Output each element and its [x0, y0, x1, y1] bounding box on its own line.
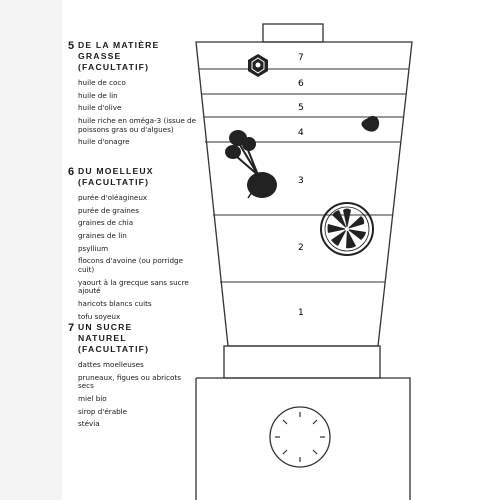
blender-lid-cap	[263, 24, 323, 42]
blender-collar	[224, 346, 380, 378]
section-number: 6	[68, 166, 75, 178]
level-label: 6	[298, 79, 304, 89]
level-lines	[199, 69, 409, 282]
list-item: huile de coco	[78, 78, 126, 87]
list-item: purée de graines	[78, 205, 139, 215]
list-item: dattes moelleuses	[78, 360, 144, 369]
list-item: huile d'onagre	[78, 137, 130, 147]
list-item: yaourt à la grecque sans sucre ajouté	[78, 277, 189, 296]
nut-icon	[361, 116, 379, 132]
section-number: 5	[68, 40, 75, 52]
beet-icon	[225, 130, 277, 198]
level-label: 5	[298, 103, 304, 113]
list-item: flocons d'avoine (ou porridge cuit)	[78, 256, 184, 274]
level-label: 4	[298, 128, 304, 138]
section-title-line: (FACULTATIF)	[78, 344, 150, 354]
list-item: haricots blancs cuits	[78, 298, 152, 308]
list-item: graines de chia	[78, 218, 134, 228]
list-item: graines de lin	[78, 231, 127, 241]
level-label: 2	[298, 243, 304, 253]
list-item: stévia	[78, 419, 100, 429]
section-title-line: (FACULTATIF)	[78, 177, 150, 187]
list-item: huile de lin	[78, 90, 118, 100]
section-title-line: UN SUCRE	[78, 322, 133, 332]
list-item: pruneaux, figues ou abricots secs	[78, 372, 181, 391]
list-item: huile riche en oméga-3 (issue de poissons gras ou d'algues)	[78, 116, 197, 134]
section-title-line: DU MOELLEUX	[78, 166, 154, 176]
section-title-line: GRASSE	[78, 51, 122, 61]
section-title-line: (FACULTATIF)	[78, 62, 150, 72]
section-title-line: NATUREL	[78, 333, 127, 343]
level-label: 3	[298, 176, 304, 186]
list-item: tofu soyeux	[78, 311, 121, 321]
section-number: 7	[68, 322, 75, 334]
list-item: miel bio	[78, 393, 107, 403]
list-item: purée d'oléagineux	[78, 193, 148, 202]
honeycomb-icon	[248, 54, 268, 77]
list-item: sirop d'érable	[78, 406, 128, 416]
level-label: 1	[298, 308, 304, 318]
blender-base	[196, 378, 410, 500]
list-item: psyllium	[78, 243, 109, 253]
section-title-line: DE LA MATIÈRE	[78, 40, 160, 50]
level-label: 7	[298, 53, 304, 63]
citrus-slice-icon	[321, 203, 373, 255]
dial-knob-icon	[270, 407, 330, 467]
blender-jar	[196, 42, 412, 346]
list-item: huile d'olive	[78, 103, 122, 113]
